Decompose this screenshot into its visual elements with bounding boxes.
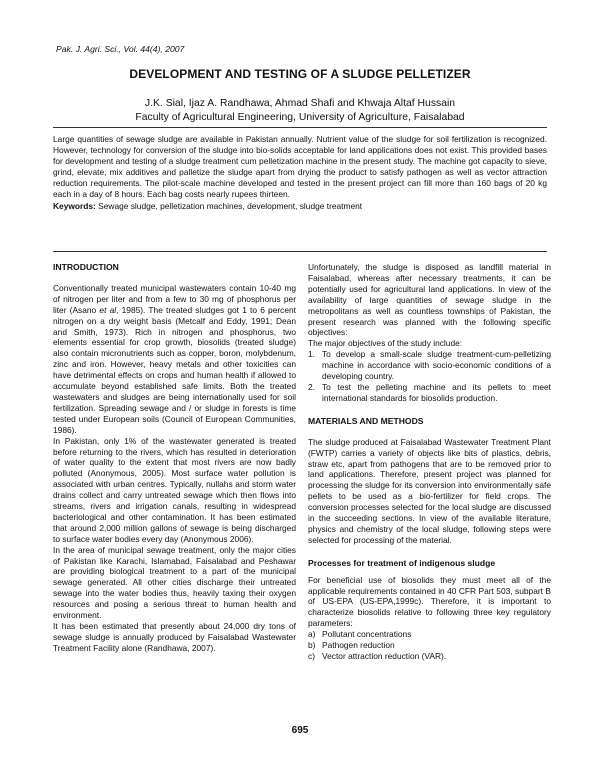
affiliation: Faculty of Agricultural Engineering, University of Agriculture, Faisalabad [135,112,465,123]
intro-paragraph-5: Unfortunately, the sludge is disposed as landfill material in Faisalabad, whereas after necessary treatments, it can be potentially used for agricultural land applications. In view of the availability of large quantities of sewage sludge in the metropolitans as well as countless townships of Pakistan, the present research was planned with the following specific objectives: [308,262,551,338]
list-item: 2. To test the pelleting machine and its pellets to meet international standards for biosolids production. [308,381,551,403]
list-item: b) Pathogen reduction [308,640,395,651]
methods-paragraph-2: For beneficial use of biosolids they must meet all of the applicable requirements contained in 40 CFR Part 503, subpart B of US-EPA (US-EPA,1999c). Therefore, it is important to characterize biosolids relative to following three key regulatory parameters: [308,574,551,629]
page-number: 695 [291,725,309,736]
parameters-list [308,629,551,662]
objectives-list [308,349,551,404]
paper-title: DEVELOPMENT AND TESTING OF A SLUDGE PELLETIZER [129,67,471,81]
left-column [53,262,296,654]
methods-paragraph-1: The sludge produced at Faisalabad Wastewater Treatment Plant (FWTP) carries a variety of objects like bits of plastics, debris, straw etc, apart from pathogens that are to be removed prior to land applications. Therefore, present project was planned for processing the sludge for its conversion into environmentally safe pellets to be used as a bio-fertilizer for field crops. The conversion processes selected for the local sludge are discussed in the succeeding sections. In view of the available literature, physics and chemistry of the local sludge, following steps were selected for processing of the material. [308,436,551,545]
introduction-heading: INTRODUCTION [53,262,119,272]
intro-paragraph-3: In the area of municipal sewage treatment, only the major cities of Pakistan like Karachi, Islamabad, Faisalabad and Peshawar are providing biological treatment to a part of the municipal sewage generated. All other cities discharge their untreated sewage into the water bodies thus, heavily taxing their oxygen resources and posing a serious threat to human health and environment. [53,544,296,621]
abstract-section [53,127,547,252]
intro-paragraph-2: In Pakistan, only 1% of the wastewater generated is treated before returning to the rivers, which has resulted in deterioration of water quality to the extent that most rivers are now badly polluted (Anonymous, 2005). Most surface water pollution is associated with urban centres. Typically, nullahs and storm water drains collect and carry untreated sewage which then flows into streams, rivers and irrigation canals, resulting in widespread bacteriological and other contamination. It has been estimated that around 2,000 million gallons of sewage is being discharged to surface water bodies every day (Anonymous 2006). [53,435,296,544]
materials-methods-heading: MATERIALS AND METHODS [308,415,424,426]
authors: J.K. Sial, Ijaz A. Randhawa, Ahmad Shafi and Khwaja Altaf Hussain [144,98,456,109]
list-item: c) Vector attraction reduction (VAR). [308,651,447,661]
keywords [53,201,547,212]
list-item: 1. To develop a small-scale sludge treatment-cum-pelletizing machine in accordance with socio-economic conditions of a developing country. [308,349,551,382]
intro-paragraph-1: Conventionally treated municipal wastewaters contain 10-40 mg of nitrogen per liter and from a few to 30 mg of phosphorus per liter (Asano et al, 1985). The treated sludges got 1 to 6 percent nitrogen on a dry weight basis (Metcalf and Eddy, 1991; Dean and Smith, 1973). Rich in nitrogen and phosphorus, two elements essential for crop growth, biosolids (treated sludge) also contain micronutrients such as copper, boron, molybdenum, zinc and iron. However, heavy metals and other toxicities can have detrimental effects on crops and human health if allowed to accumulate beyond established safe limits. Both the treated wastewaters and sludges are being internationally used for soil fertilization. Spreading sewage and / or sludge in forests is time tested under European soils (Council of European Communities, 1986). [53,282,296,435]
list-item: a) Pollutant concentrations [308,629,412,640]
abstract-text: Large quantities of sewage sludge are available in Pakistan annually. Nutrient value of the sludge for soil fertilization is recognized. However, technology for conversion of the sludge into bio-solids acceptable for land applications does not exist. This provided bases for development and testing of a sludge treatment cum pelletization machine in the present study. The machine got capacity to sieve, grind, elevate, mix additives and palletize the sludge apart from drying the product to satisfy pathogen as well as vector attraction reduction requirements. The pilot-scale machine developed and tested in the present project can fill more than 160 bags of 20 kg each in a day of 8 hours. Each bag costs nearly rupees thirteen. [53,134,547,200]
keywords-text: Sewage sludge, pelletization machines, development, sludge treatment [98,200,363,211]
journal-reference: Pak. J. Agri. Sci., Vol. 44(4), 2007 [56,44,185,54]
processes-subheading: Processes for treatment of indigenous sludge [308,557,496,568]
objectives-intro: The major objectives of the study include: [308,338,463,349]
keywords-label: Keywords: [53,200,96,211]
right-column [308,262,551,662]
intro-paragraph-4: It has been estimated that presently about 24,000 dry tons of sewage sludge is annually produced by Faisalabad Wastewater Treatment Facility alone (Randhawa, 2007). [53,621,296,653]
